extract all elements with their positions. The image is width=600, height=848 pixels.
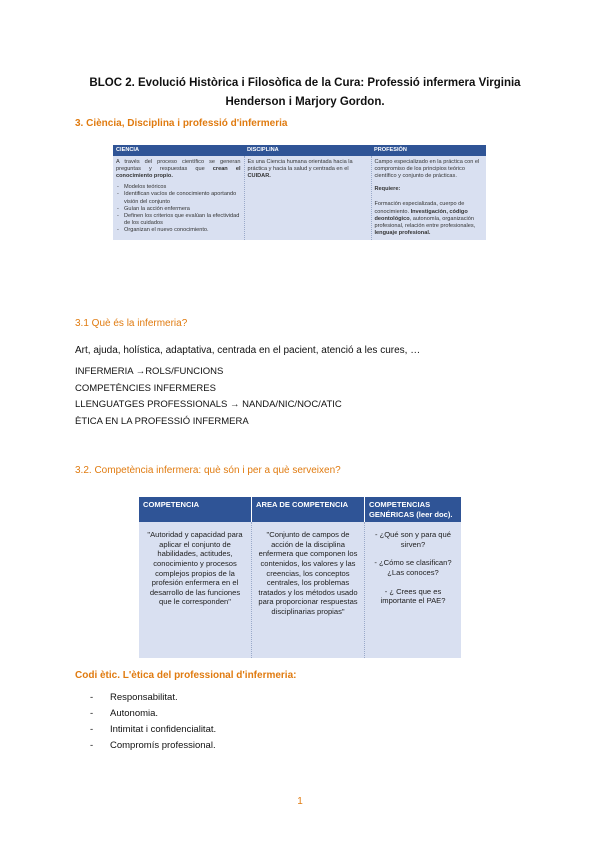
ciencia-item: - Organizan el nuevo conocimiento.: [116, 227, 241, 234]
disciplina-cell: [244, 156, 371, 240]
profesion-req-text: Formación especializada, cuerpo de conocimiento.: [374, 201, 465, 215]
profesion-req-bold: lenguaje profesional.: [374, 229, 431, 236]
profesion-req-bold: Investigación, código deontológico: [374, 208, 468, 222]
ethics-item: - Compromís professional.: [90, 738, 216, 754]
question-item: - ¿Qué son y para qué sirven?: [375, 530, 451, 549]
page-number: 1: [297, 796, 303, 807]
table-header-genericas: COMPETENCIAS GENÉRICAS (leer doc).: [365, 497, 462, 522]
ciencia-text: A través del proceso científico se generan preguntas y respuestas que: [116, 159, 241, 173]
topic-line: INFERMERIA →ROLS/FUNCIONS: [75, 366, 224, 377]
profesion-text: Campo especializado en la práctica con el compromiso de los principios teórico científico y conjunto de prácticas.: [374, 159, 480, 180]
topic-line: COMPETÈNCIES INFERMERES: [75, 382, 216, 394]
nursing-topics-list: [75, 364, 342, 430]
nursing-definition: Art, ajuda, holística, adaptativa, centrada en el pacient, atenció a les cures, …: [75, 345, 421, 356]
question-item: - ¿Cómo se clasifican? ¿Las conoces?: [374, 558, 452, 577]
topic-line: ÈTICA EN LA PROFESSIÓ INFERMERA: [75, 415, 249, 427]
table-header-competencia: COMPETENCIA: [139, 497, 252, 522]
disciplina-text-bold: CUIDAR.: [247, 173, 271, 180]
ciencia-cell: [113, 156, 244, 240]
disciplina-text: Es una Ciencia humana orientada hacia la práctica y hacia la salud y centrada en el: [247, 159, 353, 173]
profesion-cell: [371, 156, 486, 240]
ciencia-item: - Identifican vacíos de conocimiento aportando visión del conjunto: [116, 191, 241, 205]
document-title: BLOC 2. Evolució Històrica i Filosòfica de la Cura: Professió infermera Virginia Henderson i Marjory Gordon.: [89, 77, 521, 108]
table-header-area: AREA DE COMPETENCIA: [252, 497, 365, 522]
ciencia-item: - Guían la acción enfermera: [116, 206, 241, 213]
profesion-req-text: , autonomía, organización profesional, relación entre profesionales,: [374, 215, 476, 229]
topic-line: LLENGUATGES PROFESSIONALS → NANDA/NIC/NOC/ATIC: [75, 399, 342, 410]
question-item: - ¿ Crees que es importante el PAE?: [380, 586, 446, 606]
ciencia-text-bold: crean el conocimiento propio.: [116, 166, 241, 180]
profesion-req-label: Requiere:: [374, 186, 401, 193]
area-cell: "Conjunto de campos de acción de la disciplina enfermera que componen los contenidos, los valores y las creencias, los conceptos centrales, los problemas tratados y los métodos usado para proporcionar respuestas disciplinarias propias": [252, 522, 365, 658]
table-header-ciencia: CIENCIA: [113, 145, 244, 156]
section-3-1-heading: 3.1 Què és la infermeria?: [75, 318, 188, 329]
questions-cell: [365, 522, 462, 658]
competencia-cell: "Autoridad y capacidad para aplicar el conjunto de habilidades, actitudes, conocimiento y procesos complejos propios de la profesión enfermera en el desarrollo de las funciones que le corresponden": [139, 522, 252, 658]
ethics-item: - Autonomia.: [90, 706, 216, 722]
ethics-item: - Responsabilitat.: [90, 690, 216, 706]
section-3-2-heading: 3.2. Competència infermera: què són i per a què serveixen?: [75, 465, 341, 476]
ciencia-item: - Definen los criterios que evalúan la efectividad de los cuidados: [116, 213, 241, 227]
ethics-heading: Codi ètic. L'ètica del professional d'infermeria:: [75, 670, 297, 681]
ethics-item: - Intimitat i confidencialitat.: [90, 722, 216, 738]
science-discipline-profession-table: [113, 145, 486, 240]
ethics-list: [90, 690, 216, 754]
ciencia-item: - Modelos teóricos: [116, 184, 241, 191]
table-header-profesion: PROFESIÓN: [371, 145, 486, 156]
section-3-heading: 3. Ciència, Disciplina i professió d'infermeria: [75, 118, 288, 129]
competence-table: [139, 497, 461, 658]
table-header-disciplina: DISCIPLINA: [244, 145, 371, 156]
